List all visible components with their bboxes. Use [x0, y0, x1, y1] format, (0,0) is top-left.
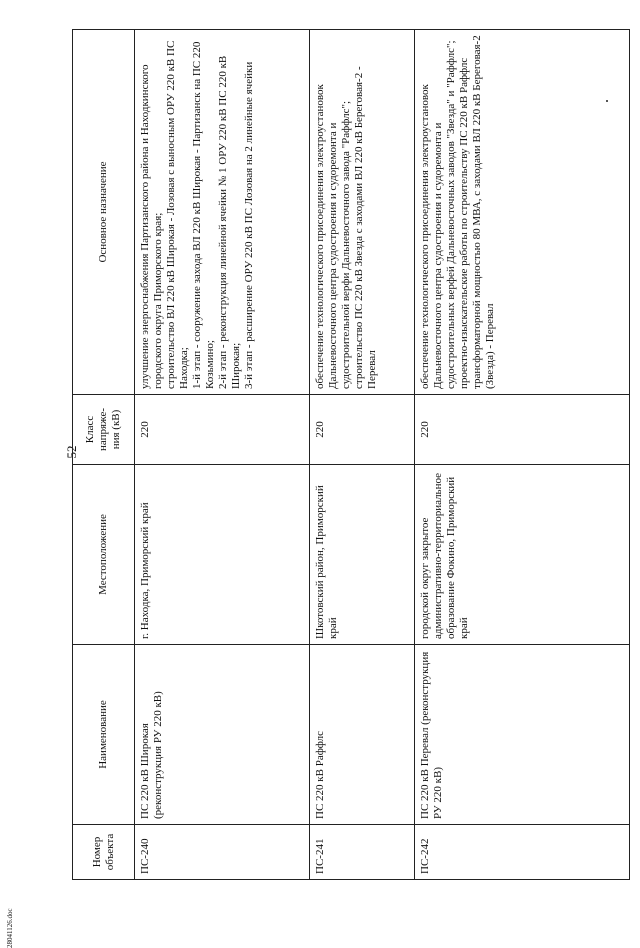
table-row: [135, 30, 310, 880]
cell-voltage: 220: [310, 395, 415, 465]
purpose-line: 2-й этап - реконструкция линейной ячейки № 1 ОРУ 220 кВ ПС 220 кВ Широкая;: [217, 55, 242, 389]
purpose-line: строительство ПС 220 кВ Звезда с заходами ВЛ 220 кВ Береговая-2 - Перевал: [353, 66, 378, 389]
purpose-line: улучшение энергоснабжения Партизанского района и Находкинского городского округа Приморского края;: [139, 64, 164, 389]
table-header-row: [73, 30, 135, 880]
header-name: Наименование: [73, 645, 135, 825]
cell-purpose: [415, 30, 630, 395]
cell-location: г. Находка, Приморский край: [135, 465, 310, 645]
page-number: 52: [64, 445, 79, 459]
purpose-line: строительство ВЛ 220 кВ Широкая - Лозовая с выносным ОРУ 220 кВ ПС Находка;: [165, 40, 190, 389]
table-row: [310, 30, 415, 880]
purpose-line: проектно-изыскательские работы по строительству ПС 220 кВ Раффлс трансформаторной мощностью 80 МВА, с заходами ВЛ 220 кВ Береговая-2 (Звезда) - Перевал: [458, 35, 496, 389]
cell-location: Шкотовский район, Приморский край: [310, 465, 415, 645]
header-object-number: Номер объекта: [73, 825, 135, 880]
purpose-line: обеспечение технологического присоединения электроустановок Дальневосточного центра судостроения и судоремонта и судостроительных верфей Дальневосточных заводов "Звезда" и "Раффлс";: [419, 40, 457, 389]
purpose-line: 1-й этап - сооружение захода ВЛ 220 кВ Широкая - Партизанск на ПС 220 Козьмино;: [191, 41, 216, 389]
cell-name: ПС 220 кВ Раффлс: [310, 645, 415, 825]
rotated-table-container: [72, 30, 630, 880]
purpose-line: 3-й этап - расширение ОРУ 220 кВ ПС Лозовая на 2 линейные ячейки: [243, 61, 255, 389]
cell-location: городской округ закрытое административно-территориальное образование Фокино, Приморский край: [415, 465, 630, 645]
cell-purpose: [310, 30, 415, 395]
cell-object-number: ПС-240: [135, 825, 310, 880]
header-location: Местоположение: [73, 465, 135, 645]
objects-table: [72, 29, 630, 880]
cell-name: ПС 220 кВ Перевал (реконструкция РУ 220 кВ): [415, 645, 630, 825]
header-voltage: Класс напряже-ния (кВ): [73, 395, 135, 465]
cell-object-number: ПС-241: [310, 825, 415, 880]
purpose-line: обеспечение технологического присоединения электроустановок Дальневосточного центра судостроения и судоремонта и судостроительной верфи Дальневосточного завода "Раффлс";: [314, 84, 352, 389]
cell-object-number: ПС-242: [415, 825, 630, 880]
document-code: 28041126.doc: [6, 908, 14, 948]
cell-purpose: [135, 30, 310, 395]
header-purpose: Основное назначение: [73, 30, 135, 395]
table-row: [415, 30, 630, 880]
cell-voltage: 220: [135, 395, 310, 465]
cell-name: ПС 220 кВ Широкая (реконструкция РУ 220 кВ): [135, 645, 310, 825]
cell-voltage: 220: [415, 395, 630, 465]
